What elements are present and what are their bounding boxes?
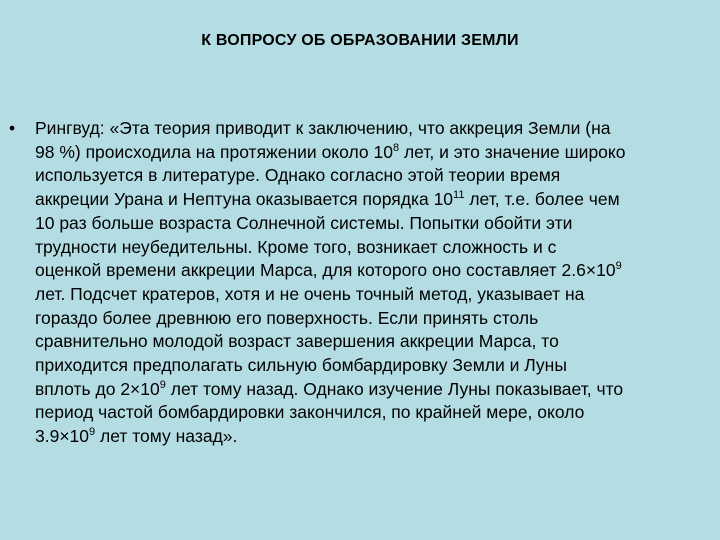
paragraph-line	[35, 283, 712, 307]
bullet-marker: •	[9, 118, 16, 138]
paragraph-line	[35, 378, 712, 402]
text-run: лет, т.е. более чем	[464, 189, 620, 210]
text-run: Рингвуд: «Эта теория приводит к заключению, что аккреция Земли (на	[35, 118, 611, 138]
paragraph-line	[35, 188, 712, 212]
superscript-exponent: 9	[89, 426, 96, 439]
superscript-exponent: 9	[159, 378, 166, 391]
bullet-text	[35, 117, 712, 449]
superscript-exponent: 11	[453, 189, 465, 202]
text-run: трудности неубедительны. Кроме того, возникает сложность и с	[35, 236, 557, 257]
paragraph-line	[35, 212, 712, 236]
paragraph-line	[35, 259, 712, 283]
text-run: приходится предполагать сильную бомбардировку Земли и Луны	[35, 355, 567, 376]
text-run: лет, и это значение широко	[399, 141, 626, 162]
paragraph-line	[35, 117, 712, 141]
text-run: 10 раз больше возраста Солнечной системы. Попытки обойти эти	[35, 212, 573, 233]
paragraph-line	[35, 354, 712, 378]
text-run: 98 %) происходила на протяжении около 10	[35, 141, 393, 162]
paragraph-line	[35, 141, 712, 165]
paragraph-line	[35, 164, 712, 188]
slide-title: К ВОПРОСУ ОБ ОБРАЗОВАНИИ ЗЕМЛИ	[201, 32, 519, 49]
superscript-exponent: 9	[615, 260, 622, 273]
text-run: период частой бомбардировки закончился, по крайней мере, около	[35, 402, 585, 423]
text-run: сравнительно молодой возраст завершения аккреции Марса, то	[35, 331, 559, 352]
paragraph-line	[35, 330, 712, 354]
text-run: гораздо более древнюю его поверхность. Если принять столь	[35, 307, 539, 328]
superscript-exponent: 8	[392, 141, 400, 154]
text-run: лет тому назад. Однако изучение Луны показывает, что	[165, 378, 624, 399]
paragraph-line	[35, 401, 712, 425]
text-run: лет. Подсчет кратеров, хотя и не очень точный метод, указывает на	[35, 283, 585, 304]
text-run: используется в литературе. Однако согласно этой теории время	[35, 165, 561, 186]
paragraph-line	[35, 307, 712, 331]
text-run: оценкой времени аккреции Марса, для которого оно составляет 2.6×10	[35, 260, 616, 281]
text-run: 3.9×10	[35, 426, 90, 447]
paragraph-line	[35, 236, 712, 260]
text-run: лет тому назад».	[95, 426, 238, 447]
text-run: вплоть до 2×10	[35, 378, 160, 399]
paragraph-line	[35, 425, 712, 449]
text-run: аккреции Урана и Нептуна оказывается порядка 10	[35, 189, 454, 210]
bullet-list	[0, 117, 720, 449]
bullet-item	[0, 117, 720, 449]
